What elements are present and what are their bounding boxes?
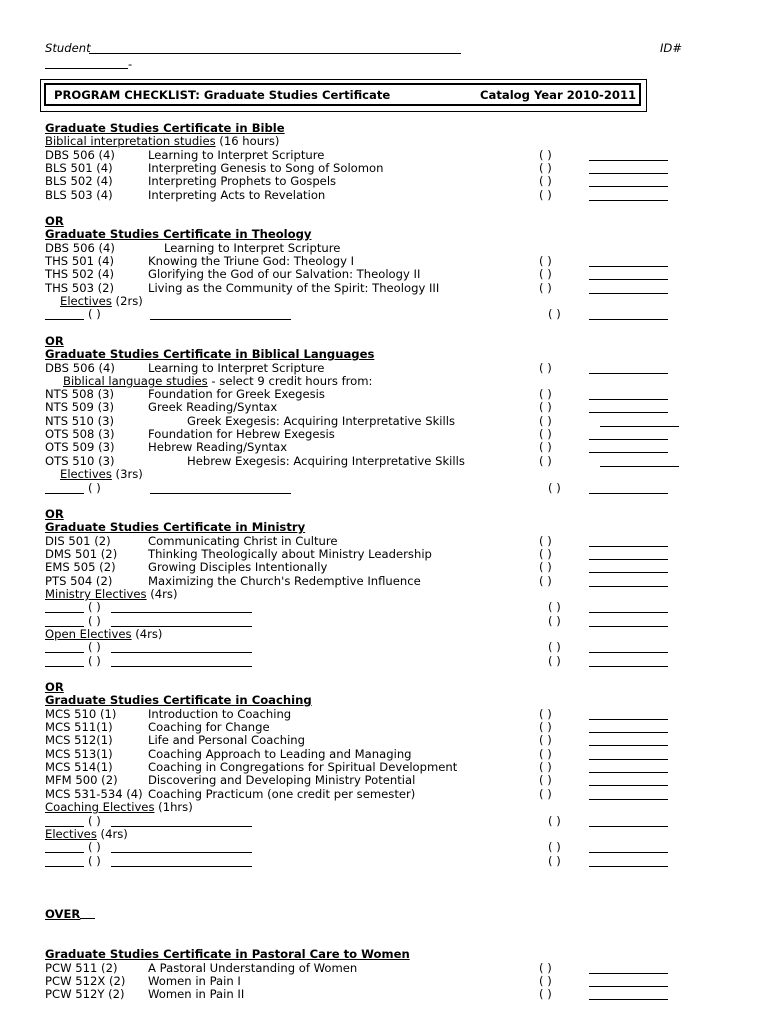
- course-checkbox[interactable]: ( ): [539, 961, 552, 975]
- pastoral-section-title: Graduate Studies Certificate in Pastoral Care to Women: [45, 947, 410, 961]
- theology-section-title: Graduate Studies Certificate in Theology: [45, 227, 312, 241]
- grade-line[interactable]: [589, 626, 668, 627]
- course-code: DIS 501 (2): [45, 534, 111, 548]
- elective-name-line[interactable]: [150, 493, 291, 494]
- program-title: PROGRAM CHECKLIST: Graduate Studies Certificate: [54, 88, 391, 102]
- languages-electives-heading: [60, 468, 143, 481]
- course-name: Coaching in Congregations for Spiritual Development: [148, 760, 458, 774]
- coaching-section-title: Graduate Studies Certificate in Coaching: [45, 693, 312, 707]
- course-code: DMS 501 (2): [45, 547, 118, 561]
- course-code: DBS 506 (4): [45, 148, 115, 162]
- grade-line[interactable]: [589, 186, 668, 187]
- grade-line[interactable]: [589, 452, 668, 453]
- ministry-electives-heading: [45, 588, 177, 601]
- grade-line[interactable]: [589, 319, 668, 320]
- languages-sub-note: - select 9 credit hours from:: [207, 374, 373, 388]
- electives-hours: (3rs): [111, 467, 143, 481]
- course-checkbox[interactable]: ( ): [539, 400, 552, 414]
- course-checkbox[interactable]: ( ): [548, 840, 561, 854]
- course-code: THS 502 (4): [45, 267, 115, 281]
- grade-line[interactable]: [589, 986, 668, 987]
- elective-small-checkbox[interactable]: ( ): [88, 814, 101, 828]
- course-checkbox[interactable]: ( ): [539, 254, 552, 268]
- course-name: Women in Pain I: [148, 974, 241, 988]
- course-code: PTS 504 (2): [45, 574, 113, 588]
- ministry-section-title: Graduate Studies Certificate in Ministry: [45, 520, 306, 534]
- course-code: MCS 531-534 (4): [45, 787, 143, 801]
- course-code: DBS 506 (4): [45, 241, 115, 255]
- course-name: Coaching for Change: [148, 720, 270, 734]
- course-checkbox[interactable]: ( ): [548, 307, 561, 321]
- grade-line[interactable]: [589, 559, 668, 560]
- grade-line[interactable]: [589, 412, 668, 413]
- course-checkbox[interactable]: ( ): [539, 733, 552, 747]
- course-name: Learning to Interpret Scripture: [148, 148, 325, 162]
- course-checkbox[interactable]: ( ): [539, 534, 552, 548]
- course-name: Foundation for Greek Exegesis: [148, 387, 325, 401]
- course-name: Interpreting Genesis to Song of Solomon: [148, 161, 384, 175]
- course-name: Greek Reading/Syntax: [148, 400, 278, 414]
- course-name: Women in Pain II: [148, 987, 245, 1001]
- course-checkbox[interactable]: ( ): [548, 654, 561, 668]
- course-code: OTS 510 (3): [45, 454, 115, 468]
- elective-code-line[interactable]: [45, 666, 84, 667]
- course-code: DBS 506 (4): [45, 361, 115, 375]
- electives-label: Electives: [45, 827, 97, 841]
- grade-line[interactable]: [589, 160, 668, 161]
- elective-name-line[interactable]: [150, 319, 291, 320]
- course-name: Life and Personal Coaching: [148, 733, 305, 747]
- grade-line[interactable]: [589, 732, 668, 733]
- course-checkbox[interactable]: ( ): [539, 427, 552, 441]
- grade-line[interactable]: [589, 666, 668, 667]
- electives-hours: (2rs): [111, 294, 143, 308]
- student-label: Student: [45, 41, 91, 55]
- electives-label: Coaching Electives: [45, 800, 155, 814]
- student-name-line[interactable]: [89, 53, 461, 54]
- course-name: Interpreting Acts to Revelation: [148, 188, 326, 202]
- grade-line[interactable]: [589, 745, 668, 746]
- grade-line[interactable]: [589, 439, 668, 440]
- grade-line[interactable]: [589, 772, 668, 773]
- course-checkbox[interactable]: ( ): [539, 281, 552, 295]
- course-name: Greek Exegesis: Acquiring Interpretative Skills: [187, 414, 456, 428]
- course-checkbox[interactable]: ( ): [539, 188, 552, 202]
- elective-code-line[interactable]: [45, 852, 84, 853]
- languages-section-title: Graduate Studies Certificate in Biblical Languages: [45, 347, 375, 361]
- grade-line[interactable]: [589, 612, 668, 613]
- elective-code-line[interactable]: [45, 319, 84, 320]
- course-name: Thinking Theologically about Ministry Leadership: [148, 547, 432, 561]
- grade-line[interactable]: [589, 826, 668, 827]
- course-name: Discovering and Developing Ministry Potential: [148, 773, 416, 787]
- course-code: MCS 514(1): [45, 760, 113, 774]
- course-checkbox[interactable]: ( ): [539, 174, 552, 188]
- grade-line[interactable]: [589, 200, 668, 201]
- course-name: Hebrew Exegesis: Acquiring Interpretative Skills: [187, 454, 465, 468]
- course-checkbox[interactable]: ( ): [539, 387, 552, 401]
- course-checkbox[interactable]: ( ): [539, 707, 552, 721]
- elective-small-checkbox[interactable]: ( ): [88, 640, 101, 654]
- elective-name-line[interactable]: [111, 612, 252, 613]
- course-checkbox[interactable]: ( ): [539, 148, 552, 162]
- course-checkbox[interactable]: ( ): [548, 614, 561, 628]
- bible-sub-label: Biblical interpretation studies: [45, 134, 216, 148]
- elective-small-checkbox[interactable]: ( ): [88, 654, 101, 668]
- course-checkbox[interactable]: ( ): [539, 454, 552, 468]
- elective-name-line[interactable]: [111, 866, 252, 867]
- course-name: Communicating Christ in Culture: [148, 534, 338, 548]
- elective-name-line[interactable]: [111, 852, 252, 853]
- course-checkbox[interactable]: ( ): [539, 414, 552, 428]
- elective-small-checkbox[interactable]: ( ): [88, 600, 101, 614]
- id-label: ID#: [660, 41, 683, 55]
- course-checkbox[interactable]: ( ): [539, 760, 552, 774]
- elective-small-checkbox[interactable]: ( ): [88, 307, 101, 321]
- grade-line[interactable]: [589, 866, 668, 867]
- course-code: MCS 513(1): [45, 747, 113, 761]
- course-code: OTS 509 (3): [45, 440, 115, 454]
- course-checkbox[interactable]: ( ): [539, 574, 552, 588]
- course-name: Foundation for Hebrew Exegesis: [148, 427, 335, 441]
- course-name: Living as the Community of the Spirit: Theology III: [148, 281, 440, 295]
- or-label: OR: [45, 680, 64, 694]
- electives-hours: (4rs): [96, 827, 128, 841]
- bible-subheading: [45, 135, 279, 148]
- course-checkbox[interactable]: ( ): [539, 361, 552, 375]
- grade-line[interactable]: [589, 652, 668, 653]
- course-checkbox[interactable]: ( ): [539, 267, 552, 281]
- over-underline: [80, 918, 95, 919]
- course-name: Introduction to Coaching: [148, 707, 292, 721]
- course-name: Learning to Interpret Scripture: [148, 361, 325, 375]
- grade-line[interactable]: [589, 852, 668, 853]
- course-code: PCW 512X (2): [45, 974, 126, 988]
- elective-name-line[interactable]: [111, 826, 252, 827]
- course-name: Growing Disciples Intentionally: [148, 560, 328, 574]
- elective-small-checkbox[interactable]: ( ): [88, 614, 101, 628]
- course-checkbox[interactable]: ( ): [539, 773, 552, 787]
- elective-code-line[interactable]: [45, 866, 84, 867]
- course-name: Coaching Practicum (one credit per semester): [148, 787, 416, 801]
- id-number-line[interactable]: [45, 68, 128, 69]
- electives-hours: (4rs): [146, 587, 178, 601]
- course-checkbox[interactable]: ( ): [539, 987, 552, 1001]
- or-label: OR: [45, 214, 64, 228]
- elective-name-line[interactable]: [111, 652, 252, 653]
- course-checkbox[interactable]: ( ): [548, 814, 561, 828]
- grade-line[interactable]: [589, 799, 668, 800]
- grade-line[interactable]: [589, 999, 668, 1000]
- grade-line[interactable]: [589, 546, 668, 547]
- course-name: Coaching Approach to Leading and Managing: [148, 747, 412, 761]
- course-code: NTS 508 (3): [45, 387, 115, 401]
- bible-sub-hours: (16 hours): [215, 134, 280, 148]
- course-name: A Pastoral Understanding of Women: [148, 961, 358, 975]
- course-code: PCW 511 (2): [45, 961, 118, 975]
- course-checkbox[interactable]: ( ): [539, 720, 552, 734]
- course-checkbox[interactable]: ( ): [539, 440, 552, 454]
- over-text: OVER: [45, 907, 81, 921]
- course-code: EMS 505 (2): [45, 560, 116, 574]
- electives-label: Electives: [60, 294, 112, 308]
- grade-line[interactable]: [589, 173, 668, 174]
- course-code: MCS 512(1): [45, 733, 113, 747]
- elective-name-line[interactable]: [111, 666, 252, 667]
- grade-line[interactable]: [589, 493, 668, 494]
- grade-line[interactable]: [589, 266, 668, 267]
- course-checkbox[interactable]: ( ): [539, 787, 552, 801]
- electives-label: Electives: [60, 467, 112, 481]
- over-label: [45, 908, 80, 921]
- course-code: PCW 512Y (2): [45, 987, 125, 1001]
- course-code: NTS 509 (3): [45, 400, 115, 414]
- or-label: OR: [45, 334, 64, 348]
- course-code: MCS 511(1): [45, 720, 113, 734]
- grade-line[interactable]: [589, 973, 668, 974]
- grade-line[interactable]: [589, 399, 668, 400]
- grade-line[interactable]: [589, 373, 668, 374]
- theology-electives-heading: [60, 295, 143, 308]
- course-checkbox[interactable]: ( ): [539, 747, 552, 761]
- course-name: Glorifying the God of our Salvation: Theology II: [148, 267, 421, 281]
- course-code: MFM 500 (2): [45, 773, 118, 787]
- open-electives-heading: [45, 628, 162, 641]
- course-code: OTS 508 (3): [45, 427, 115, 441]
- course-checkbox[interactable]: ( ): [548, 600, 561, 614]
- course-code: BLS 503 (4): [45, 188, 113, 202]
- course-checkbox[interactable]: ( ): [539, 974, 552, 988]
- grade-line[interactable]: [589, 293, 668, 294]
- bible-section-title: Graduate Studies Certificate in Bible: [45, 121, 285, 135]
- or-label: OR: [45, 507, 64, 521]
- languages-sub-label: Biblical language studies: [63, 374, 208, 388]
- grade-line[interactable]: [600, 466, 679, 467]
- grade-line[interactable]: [589, 759, 668, 760]
- course-name: Knowing the Triune God: Theology I: [148, 254, 355, 268]
- course-name: Learning to Interpret Scripture: [164, 241, 341, 255]
- electives-label: Ministry Electives: [45, 587, 147, 601]
- course-name: Interpreting Prophets to Gospels: [148, 174, 337, 188]
- grade-line[interactable]: [589, 785, 668, 786]
- grade-line[interactable]: [589, 572, 668, 573]
- electives-hours: (4rs): [131, 627, 163, 641]
- course-code: THS 503 (2): [45, 281, 115, 295]
- grade-line[interactable]: [589, 279, 668, 280]
- grade-line[interactable]: [589, 586, 668, 587]
- course-checkbox[interactable]: ( ): [548, 640, 561, 654]
- elective-small-checkbox[interactable]: ( ): [88, 481, 101, 495]
- course-name: Maximizing the Church's Redemptive Influence: [148, 574, 421, 588]
- coaching-electives-heading: [45, 801, 193, 814]
- course-code: MCS 510 (1): [45, 707, 117, 721]
- elective-small-checkbox[interactable]: ( ): [88, 840, 101, 854]
- course-code: BLS 501 (4): [45, 161, 113, 175]
- grade-line[interactable]: [589, 719, 668, 720]
- electives-hours: (1hrs): [154, 800, 193, 814]
- catalog-year: Catalog Year 2010-2011: [480, 88, 637, 102]
- course-code: NTS 510 (3): [45, 414, 115, 428]
- elective-code-line[interactable]: [45, 652, 84, 653]
- grade-line[interactable]: [600, 426, 679, 427]
- elective-small-checkbox[interactable]: ( ): [88, 854, 101, 868]
- course-code: THS 501 (4): [45, 254, 115, 268]
- course-name: Hebrew Reading/Syntax: [148, 440, 288, 454]
- course-checkbox[interactable]: ( ): [539, 161, 552, 175]
- electives-label: Open Electives: [45, 627, 132, 641]
- id-dash: -: [128, 57, 133, 71]
- course-checkbox[interactable]: ( ): [548, 481, 561, 495]
- course-checkbox[interactable]: ( ): [539, 547, 552, 561]
- elective-code-line[interactable]: [45, 612, 84, 613]
- course-code: BLS 502 (4): [45, 174, 113, 188]
- coaching-open-electives-heading: [45, 828, 128, 841]
- elective-code-line[interactable]: [45, 493, 84, 494]
- course-checkbox[interactable]: ( ): [548, 854, 561, 868]
- course-checkbox[interactable]: ( ): [539, 560, 552, 574]
